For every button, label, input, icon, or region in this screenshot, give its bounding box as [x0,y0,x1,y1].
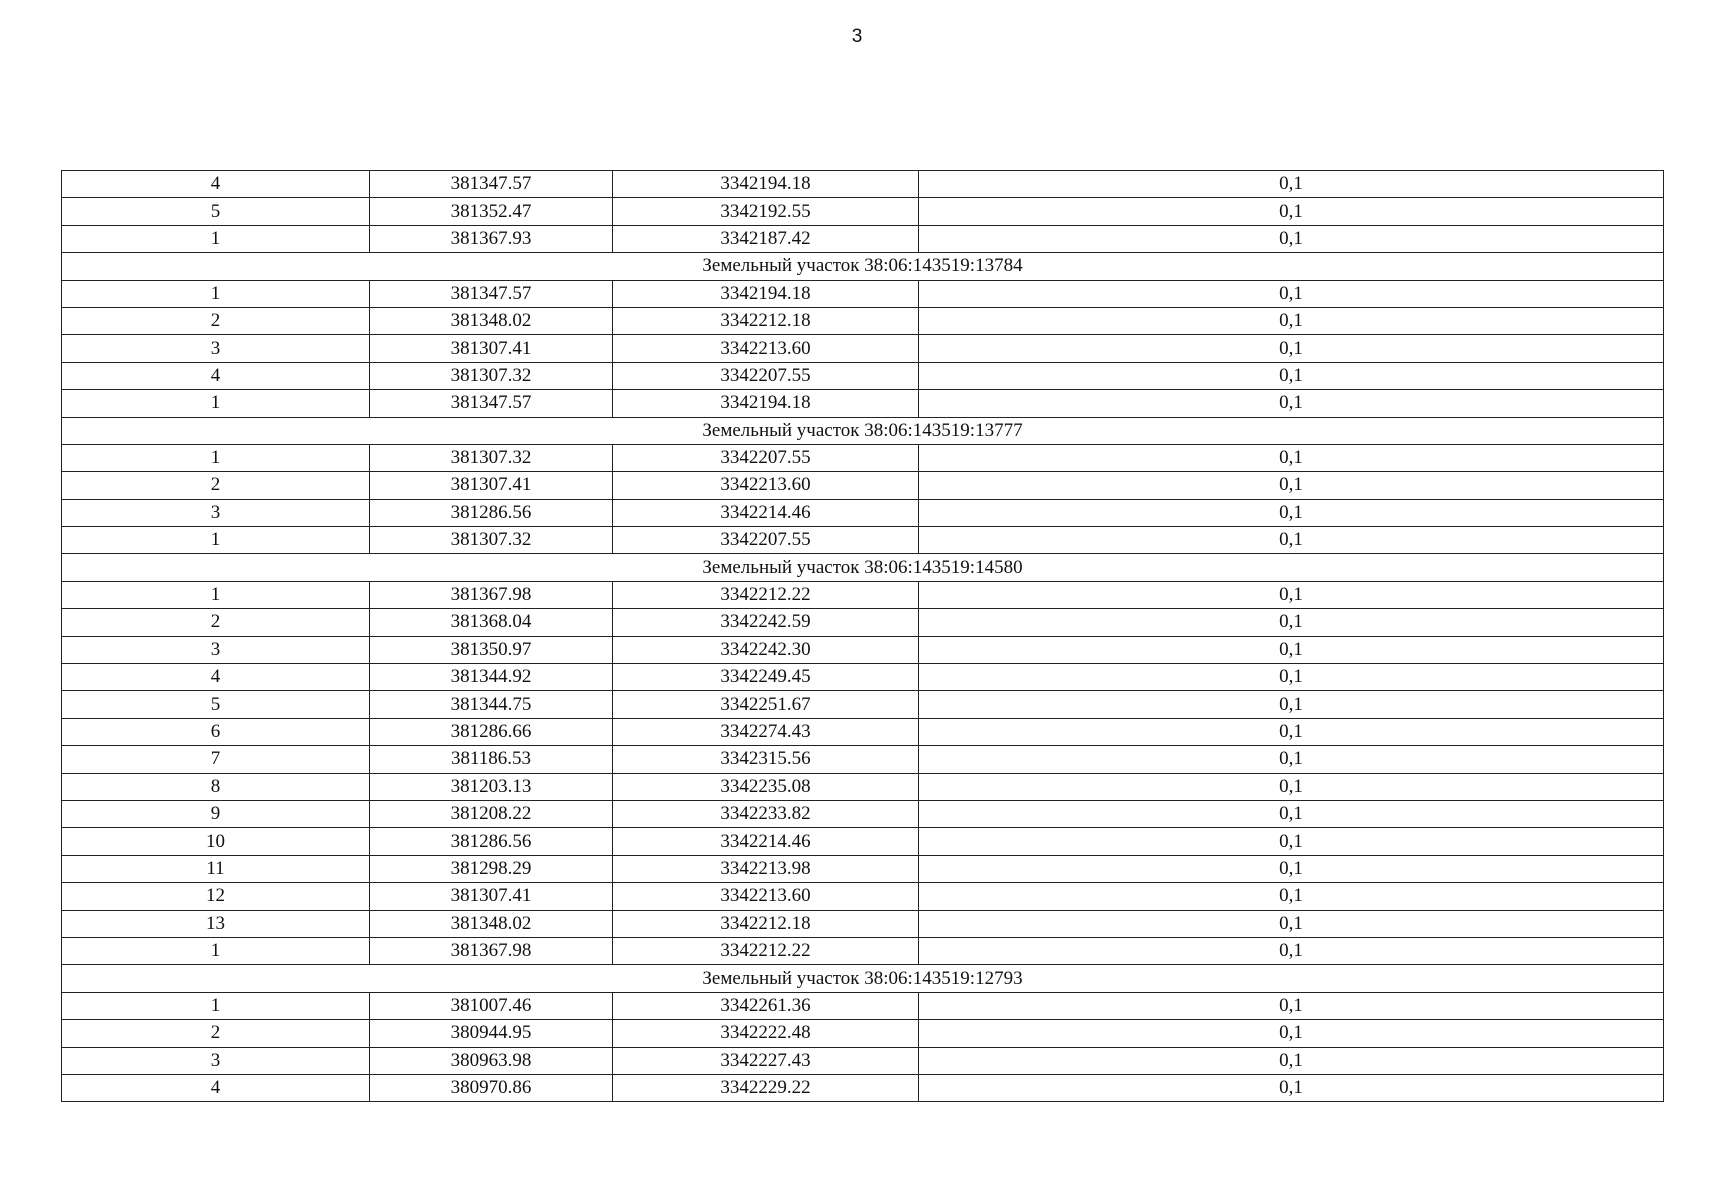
point-number-cell: 1 [62,581,370,608]
point-number-cell: 3 [62,335,370,362]
accuracy-cell: 0,1 [919,773,1664,800]
table-row [62,335,1664,362]
coordinates-table [61,170,1664,1102]
y-coordinate-cell: 3342194.18 [613,280,919,307]
land-plot-title: Земельный участок 38:06:143519:12793 [62,965,1664,992]
point-number-cell: 1 [62,992,370,1019]
y-coordinate-cell: 3342229.22 [613,1074,919,1101]
point-number-cell: 2 [62,472,370,499]
y-coordinate-cell: 3342315.56 [613,746,919,773]
y-coordinate-cell: 3342242.59 [613,609,919,636]
table-row [62,171,1664,198]
land-plot-title: Земельный участок 38:06:143519:13777 [62,417,1664,444]
accuracy-cell: 0,1 [919,280,1664,307]
point-number-cell: 1 [62,390,370,417]
x-coordinate-cell: 381367.98 [370,937,613,964]
x-coordinate-cell: 381208.22 [370,800,613,827]
x-coordinate-cell: 381007.46 [370,992,613,1019]
land-plot-title: Земельный участок 38:06:143519:13784 [62,253,1664,280]
table-row [62,883,1664,910]
point-number-cell: 3 [62,636,370,663]
accuracy-cell: 0,1 [919,883,1664,910]
point-number-cell: 10 [62,828,370,855]
x-coordinate-cell: 381367.98 [370,581,613,608]
point-number-cell: 1 [62,280,370,307]
point-number-cell: 1 [62,444,370,471]
accuracy-cell: 0,1 [919,390,1664,417]
table-row [62,225,1664,252]
accuracy-cell: 0,1 [919,444,1664,471]
point-number-cell: 4 [62,1074,370,1101]
point-number-cell: 13 [62,910,370,937]
accuracy-cell: 0,1 [919,171,1664,198]
y-coordinate-cell: 3342212.18 [613,910,919,937]
y-coordinate-cell: 3342227.43 [613,1047,919,1074]
x-coordinate-cell: 381368.04 [370,609,613,636]
table-row [62,800,1664,827]
point-number-cell: 4 [62,362,370,389]
table-row [62,444,1664,471]
y-coordinate-cell: 3342207.55 [613,362,919,389]
page-number: 3 [851,26,863,47]
x-coordinate-cell: 381203.13 [370,773,613,800]
accuracy-cell: 0,1 [919,335,1664,362]
x-coordinate-cell: 381307.32 [370,444,613,471]
x-coordinate-cell: 381307.32 [370,527,613,554]
y-coordinate-cell: 3342249.45 [613,664,919,691]
x-coordinate-cell: 381298.29 [370,855,613,882]
y-coordinate-cell: 3342213.60 [613,335,919,362]
table-row [62,609,1664,636]
y-coordinate-cell: 3342192.55 [613,198,919,225]
point-number-cell: 4 [62,664,370,691]
x-coordinate-cell: 381350.97 [370,636,613,663]
accuracy-cell: 0,1 [919,691,1664,718]
y-coordinate-cell: 3342235.08 [613,773,919,800]
y-coordinate-cell: 3342207.55 [613,527,919,554]
table-row [62,1020,1664,1047]
accuracy-cell: 0,1 [919,581,1664,608]
section-header-row [62,554,1664,581]
table-row [62,937,1664,964]
x-coordinate-cell: 380963.98 [370,1047,613,1074]
y-coordinate-cell: 3342214.46 [613,499,919,526]
point-number-cell: 2 [62,307,370,334]
x-coordinate-cell: 381348.02 [370,307,613,334]
y-coordinate-cell: 3342261.36 [613,992,919,1019]
table-row [62,828,1664,855]
accuracy-cell: 0,1 [919,307,1664,334]
accuracy-cell: 0,1 [919,472,1664,499]
x-coordinate-cell: 381307.32 [370,362,613,389]
accuracy-cell: 0,1 [919,499,1664,526]
table-row [62,636,1664,663]
x-coordinate-cell: 381347.57 [370,390,613,417]
coordinates-table-body [62,171,1664,1102]
table-row [62,718,1664,745]
y-coordinate-cell: 3342213.98 [613,855,919,882]
x-coordinate-cell: 381307.41 [370,883,613,910]
point-number-cell: 4 [62,171,370,198]
y-coordinate-cell: 3342212.18 [613,307,919,334]
point-number-cell: 12 [62,883,370,910]
point-number-cell: 5 [62,198,370,225]
y-coordinate-cell: 3342214.46 [613,828,919,855]
y-coordinate-cell: 3342222.48 [613,1020,919,1047]
y-coordinate-cell: 3342187.42 [613,225,919,252]
accuracy-cell: 0,1 [919,225,1664,252]
section-header-row [62,253,1664,280]
x-coordinate-cell: 381352.47 [370,198,613,225]
y-coordinate-cell: 3342242.30 [613,636,919,663]
section-header-row [62,965,1664,992]
section-header-row [62,417,1664,444]
accuracy-cell: 0,1 [919,1020,1664,1047]
accuracy-cell: 0,1 [919,1047,1664,1074]
point-number-cell: 2 [62,609,370,636]
point-number-cell: 2 [62,1020,370,1047]
point-number-cell: 8 [62,773,370,800]
point-number-cell: 9 [62,800,370,827]
accuracy-cell: 0,1 [919,718,1664,745]
x-coordinate-cell: 381347.57 [370,171,613,198]
x-coordinate-cell: 381186.53 [370,746,613,773]
accuracy-cell: 0,1 [919,609,1664,636]
table-row [62,581,1664,608]
x-coordinate-cell: 380970.86 [370,1074,613,1101]
table-row [62,362,1664,389]
y-coordinate-cell: 3342212.22 [613,581,919,608]
point-number-cell: 1 [62,527,370,554]
table-row [62,1074,1664,1101]
point-number-cell: 7 [62,746,370,773]
x-coordinate-cell: 381344.92 [370,664,613,691]
x-coordinate-cell: 381286.56 [370,828,613,855]
y-coordinate-cell: 3342213.60 [613,883,919,910]
table-row [62,910,1664,937]
x-coordinate-cell: 381347.57 [370,280,613,307]
y-coordinate-cell: 3342274.43 [613,718,919,745]
table-row [62,280,1664,307]
table-row [62,773,1664,800]
accuracy-cell: 0,1 [919,828,1664,855]
x-coordinate-cell: 381286.66 [370,718,613,745]
y-coordinate-cell: 3342233.82 [613,800,919,827]
x-coordinate-cell: 381367.93 [370,225,613,252]
accuracy-cell: 0,1 [919,992,1664,1019]
x-coordinate-cell: 381307.41 [370,335,613,362]
x-coordinate-cell: 381348.02 [370,910,613,937]
point-number-cell: 6 [62,718,370,745]
accuracy-cell: 0,1 [919,855,1664,882]
x-coordinate-cell: 381344.75 [370,691,613,718]
accuracy-cell: 0,1 [919,910,1664,937]
y-coordinate-cell: 3342194.18 [613,171,919,198]
table-row [62,527,1664,554]
accuracy-cell: 0,1 [919,664,1664,691]
point-number-cell: 1 [62,937,370,964]
table-row [62,855,1664,882]
table-row [62,472,1664,499]
point-number-cell: 3 [62,1047,370,1074]
table-row [62,691,1664,718]
table-row [62,1047,1664,1074]
accuracy-cell: 0,1 [919,527,1664,554]
table-row [62,198,1664,225]
land-plot-title: Земельный участок 38:06:143519:14580 [62,554,1664,581]
y-coordinate-cell: 3342194.18 [613,390,919,417]
x-coordinate-cell: 380944.95 [370,1020,613,1047]
point-number-cell: 5 [62,691,370,718]
table-row [62,992,1664,1019]
point-number-cell: 11 [62,855,370,882]
table-row [62,390,1664,417]
y-coordinate-cell: 3342207.55 [613,444,919,471]
table-row [62,664,1664,691]
table-row [62,499,1664,526]
table-row [62,307,1664,334]
y-coordinate-cell: 3342213.60 [613,472,919,499]
accuracy-cell: 0,1 [919,746,1664,773]
accuracy-cell: 0,1 [919,937,1664,964]
accuracy-cell: 0,1 [919,1074,1664,1101]
x-coordinate-cell: 381286.56 [370,499,613,526]
accuracy-cell: 0,1 [919,198,1664,225]
x-coordinate-cell: 381307.41 [370,472,613,499]
table-row [62,746,1664,773]
point-number-cell: 3 [62,499,370,526]
y-coordinate-cell: 3342251.67 [613,691,919,718]
accuracy-cell: 0,1 [919,636,1664,663]
y-coordinate-cell: 3342212.22 [613,937,919,964]
point-number-cell: 1 [62,225,370,252]
accuracy-cell: 0,1 [919,800,1664,827]
accuracy-cell: 0,1 [919,362,1664,389]
